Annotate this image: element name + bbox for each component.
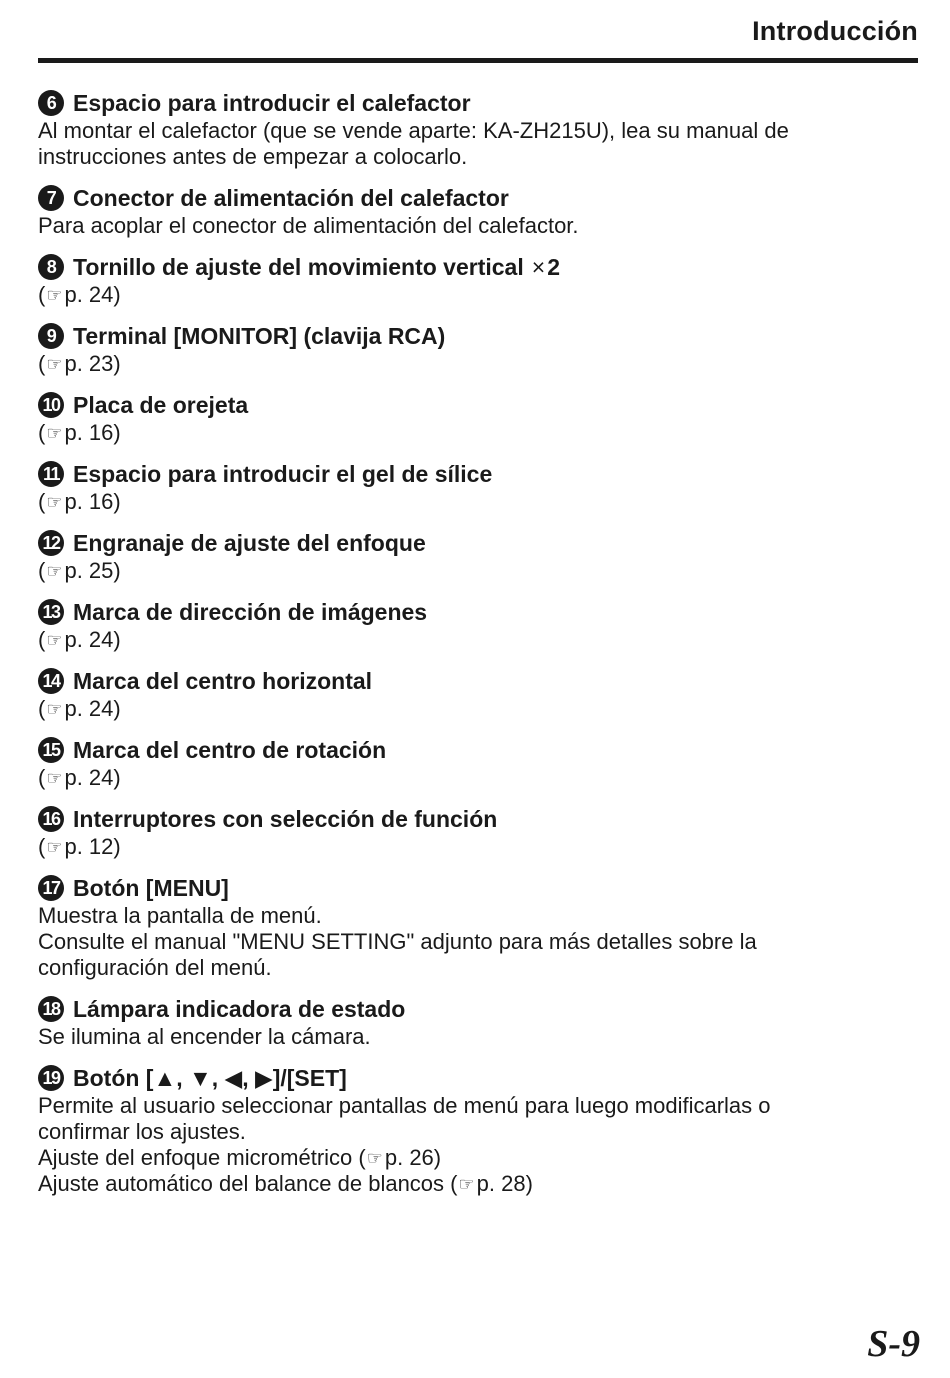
list-item	[38, 735, 918, 791]
item-heading	[38, 735, 918, 765]
item-number-badge: 19	[38, 1065, 64, 1091]
item-heading	[38, 321, 918, 351]
item-description-line: Se ilumina al encender la cámara.	[38, 1024, 371, 1049]
list-item	[38, 1063, 918, 1197]
item-title: Marca de dirección de imágenes	[73, 598, 428, 625]
item-heading	[38, 88, 918, 118]
item-title: Espacio para introducir el calefactor	[73, 89, 471, 116]
item-title: Interruptores con selección de función	[73, 805, 498, 832]
item-number-badge: 9	[38, 323, 64, 349]
item-list	[38, 88, 918, 1210]
item-title: Tornillo de ajuste del movimiento vertical	[73, 253, 524, 280]
item-title: Lámpara indicadora de estado	[73, 995, 406, 1022]
item-description-line: confirmar los ajustes.	[38, 1119, 246, 1144]
item-number-badge: 15	[38, 737, 64, 763]
item-title: Botón [MENU]	[73, 874, 229, 901]
item-number-badge: 16	[38, 806, 64, 832]
list-item	[38, 528, 918, 584]
page-reference: (☞p. 24)	[38, 282, 121, 307]
item-description-line: Al montar el calefactor (que se vende aparte: KA-ZH215U), lea su manual de	[38, 118, 789, 143]
item-title: Marca del centro de rotación	[73, 736, 387, 763]
list-item	[38, 252, 918, 308]
item-description-line: configuración del menú.	[38, 955, 272, 980]
item-quantity: 2	[547, 253, 560, 280]
page-reference: (☞p. 24)	[38, 627, 121, 652]
item-heading	[38, 597, 918, 627]
item-heading	[38, 666, 918, 696]
item-heading	[38, 183, 918, 213]
item-number-badge: 12	[38, 530, 64, 556]
item-title: Espacio para introducir el gel de sílice	[73, 460, 493, 487]
item-heading	[38, 252, 918, 282]
list-item	[38, 459, 918, 515]
item-title: Botón [▲, ▼, ◀, ▶]/[SET]	[73, 1064, 347, 1091]
pointing-hand-icon: ☞	[366, 1148, 383, 1168]
times-symbol: ×	[531, 253, 546, 280]
item-title: Terminal [MONITOR] (clavija RCA)	[73, 322, 446, 349]
item-title: Placa de orejeta	[73, 391, 249, 418]
item-number-badge: 13	[38, 599, 64, 625]
page-reference: (☞p. 24)	[38, 696, 121, 721]
item-title: Engranaje de ajuste del enfoque	[73, 529, 426, 556]
list-item	[38, 88, 918, 170]
page-header	[38, 14, 918, 63]
item-number-badge: 10	[38, 392, 64, 418]
pointing-hand-icon: ☞	[46, 630, 63, 650]
page-reference-line: Ajuste del enfoque micrométrico (☞p. 26)	[38, 1145, 442, 1170]
item-description-line: instrucciones antes de empezar a colocarlo.	[38, 144, 468, 169]
item-heading	[38, 1063, 918, 1093]
list-item	[38, 873, 918, 981]
pointing-hand-icon: ☞	[46, 768, 63, 788]
pointing-hand-icon: ☞	[46, 699, 63, 719]
item-number-badge: 7	[38, 185, 64, 211]
list-item	[38, 321, 918, 377]
page-reference-line: Ajuste automático del balance de blancos (☞p. 28)	[38, 1171, 533, 1196]
pointing-hand-icon: ☞	[46, 492, 63, 512]
item-number-badge: 11	[38, 461, 64, 487]
page-reference: (☞p. 24)	[38, 765, 121, 790]
item-number-badge: 8	[38, 254, 64, 280]
list-item	[38, 994, 918, 1050]
page-reference: (☞p. 12)	[38, 834, 121, 859]
page-reference: (☞p. 16)	[38, 420, 121, 445]
pointing-hand-icon: ☞	[46, 423, 63, 443]
list-item	[38, 390, 918, 446]
list-item	[38, 804, 918, 860]
item-number-badge: 18	[38, 996, 64, 1022]
page-reference: (☞p. 23)	[38, 351, 121, 376]
item-heading	[38, 873, 918, 903]
pointing-hand-icon: ☞	[46, 354, 63, 374]
item-heading	[38, 994, 918, 1024]
pointing-hand-icon: ☞	[46, 561, 63, 581]
item-heading	[38, 804, 918, 834]
section-title: Introducción	[752, 16, 918, 46]
item-title: Conector de alimentación del calefactor	[73, 184, 509, 211]
item-description-line: Para acoplar el conector de alimentación del calefactor.	[38, 213, 579, 238]
page-number: S-9	[867, 1323, 920, 1365]
page-reference: (☞p. 16)	[38, 489, 121, 514]
item-number-badge: 6	[38, 90, 64, 116]
item-heading	[38, 390, 918, 420]
item-heading	[38, 459, 918, 489]
pointing-hand-icon: ☞	[46, 285, 63, 305]
item-description-line: Permite al usuario seleccionar pantallas de menú para luego modificarlas o	[38, 1093, 771, 1118]
item-number-badge: 17	[38, 875, 64, 901]
list-item	[38, 183, 918, 239]
item-heading	[38, 528, 918, 558]
item-description-line: Consulte el manual "MENU SETTING" adjunto para más detalles sobre la	[38, 929, 757, 954]
item-number-badge: 14	[38, 668, 64, 694]
page-reference: (☞p. 25)	[38, 558, 121, 583]
list-item	[38, 666, 918, 722]
pointing-hand-icon: ☞	[458, 1174, 475, 1194]
pointing-hand-icon: ☞	[46, 837, 63, 857]
item-description-line: Muestra la pantalla de menú.	[38, 903, 322, 928]
list-item	[38, 597, 918, 653]
item-title: Marca del centro horizontal	[73, 667, 373, 694]
